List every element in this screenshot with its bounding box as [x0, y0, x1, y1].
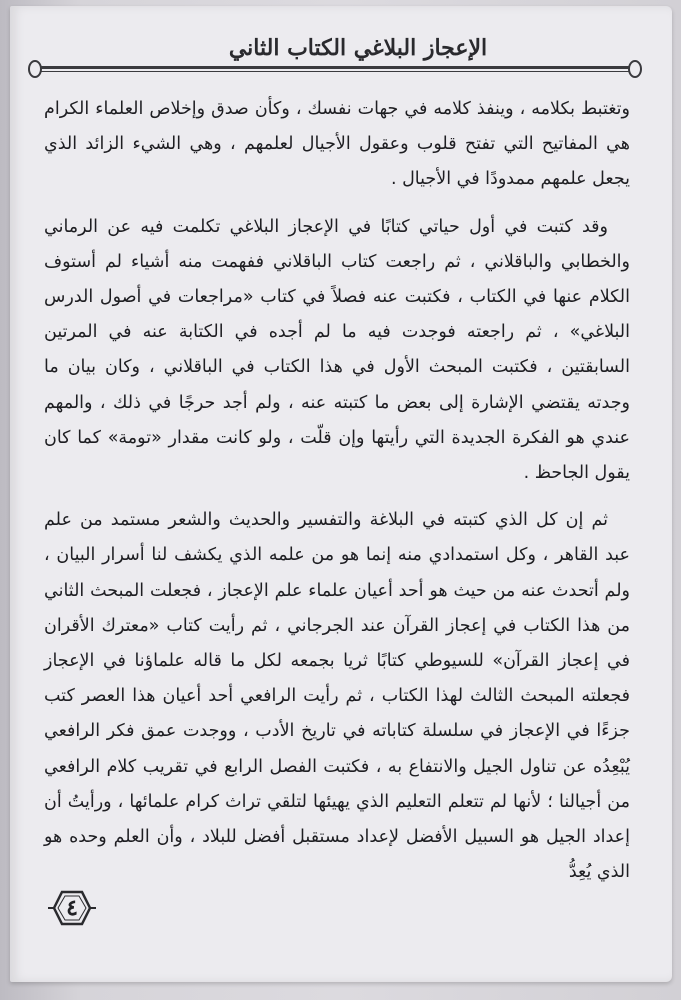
book-page [10, 6, 672, 982]
header-ornament-left [28, 60, 42, 78]
header-rule-thin [32, 71, 638, 72]
header-rule [32, 66, 638, 69]
page-number-frame [46, 888, 98, 928]
header-title: الإعجاز البلاغي الكتاب الثاني [190, 30, 526, 66]
paragraph-3: ثم إن كل الذي كتبته في البلاغة والتفسير والحديث والشعر مستمد من علم عبد القاهر ، وكل استمدادي منه إنما هو من علمه الذي يكشف لنا أسرار البيان ، ولم أتحدث عنه من حيث هو أحد أعيان علماء علم الإعجاز ، فجعلت المبحث الثاني من هذا الكتاب في إعجاز القرآن عند الجرجاني ، ثم رأيت كتاب «معترك الأقران في إعجاز القرآن» للسيوطي كتابًا ثريا بجمعه لكل ما قاله علماؤنا في الإعجاز فجعلته المبحث الثالث لهذا الكتاب ، ثم رأيت الرافعي أحد أعيان هذا العصر كتب جزءًا في الإعجاز في سلسلة كتاباته في تاريخ الأدب ، ووجدت عمق فكر الرافعي يُبْعِدُه عن تناول الجيل والانتفاع به ، فكتبت الفصل الرابع في تقريب كلام الرافعي من أجيالنا ؛ لأنها لم تتعلم التعليم الذي يهيئها لتلقي تراث كرام علمائها ، ورأيتُ أن إعداد الجيل هو السبيل الأفضل لإعداد مستقبل أفضل للبلاد ، وأن العلم وحده هو الذي يُعِدُّ [44, 510, 630, 883]
page-number: ٤ [66, 895, 78, 921]
body-text [44, 92, 630, 902]
paragraph-1: وتغتبط بكلامه ، وينفذ كلامه في جهات نفسك ، وكأن صدق وإخلاص العلماء الكرام هي المفاتيح التي تفتح قلوب وعقول الأجيال لعلمهم ، وهي الشيء الزائد الذي يجعل علمهم ممدودًا في الأجيال . [44, 99, 630, 190]
paragraph-2: وقد كتبت في أول حياتي كتابًا في الإعجاز البلاغي تكلمت فيه عن الرماني والخطابي والباقلاني ، ثم راجعت كتاب الباقلاني ففهمت منه أشياء لم أستوف الكلام عنها في الكتاب ، فكتبت عنه فصلاً في كتاب «مراجعات في أصول الدرس البلاغي» ، ثم راجعته فوجدت فيه ما لم أجده في الكتابة عنه في المرتين السابقتين ، فكتبت المبحث الأول في هذا الكتاب في الباقلاني ، وكان بيان ما وجدته يقتضي الإشارة إلى بعض ما كتبته عنه ، ولم أجد حرجًا في ذلك ، والمهم عندي هو الفكرة الجديدة التي رأيتها وإن قلّت ، ولو كانت مقدار «تومة» كما كان يقول الجاحظ . [44, 216, 630, 484]
header-ornament-right [628, 60, 642, 78]
running-header [32, 30, 638, 78]
